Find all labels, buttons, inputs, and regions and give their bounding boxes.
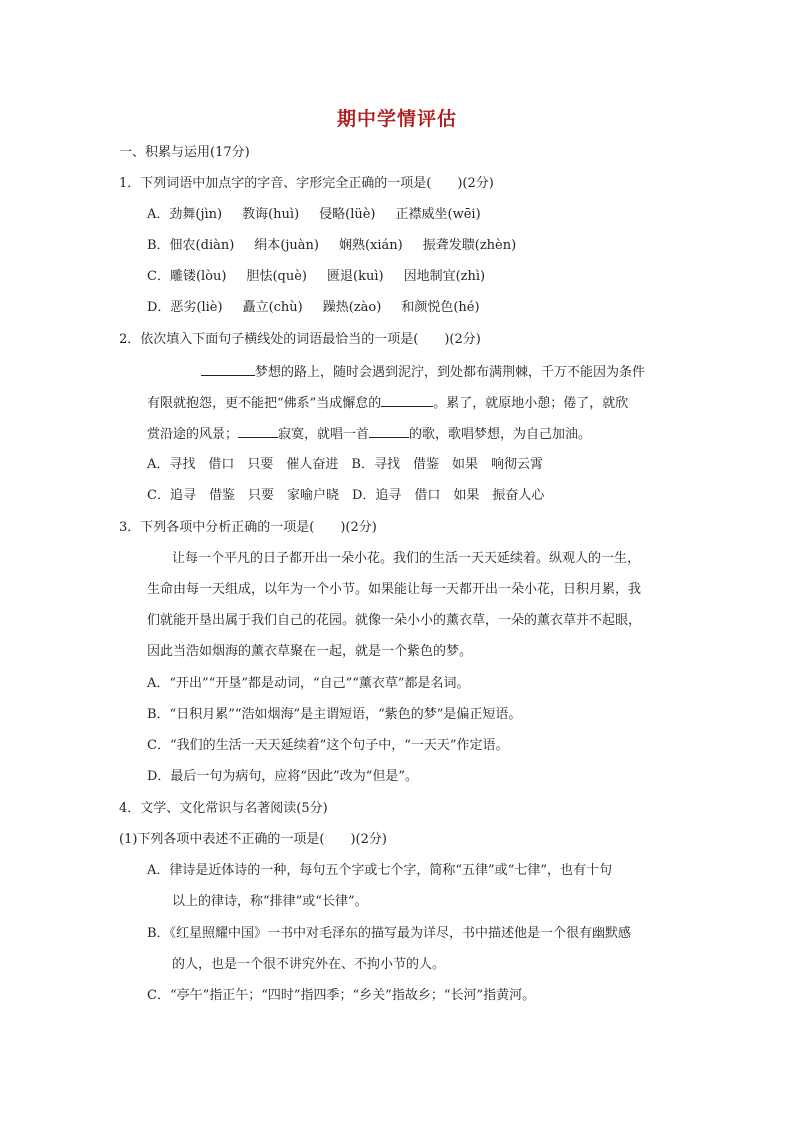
question-3-option-d: D．最后一句为病句，应将“因此”改为“但是”。 [147, 769, 419, 784]
option-word: 绢本(juàn) [254, 238, 319, 253]
fill-blank [201, 363, 255, 376]
option-word: 正襟威坐(wēi) [395, 207, 481, 222]
question-4-option-a-line-2: 以上的律诗，称“排律”或“长律”。 [172, 894, 368, 909]
passage-text: 有限就抱怨，更不能把“佛系”当成懈怠的 [147, 396, 382, 411]
option-word: 振聋发聩(zhèn) [422, 238, 517, 253]
question-2-passage-line-3 [147, 425, 591, 444]
option-word: 胆怯(què) [246, 269, 307, 284]
question-3-passage-line-3: 们就能开垦出属于我们自己的花园。就像一朵小小的薰衣草，一朵的薰衣草并不起眼， [147, 613, 642, 628]
question-4-sub-1-stem: (1)下列各项中表述不正确的一项是( )(2分) [119, 832, 387, 847]
question-3-stem: 3．下列各项中分析正确的一项是( )(2分) [119, 520, 377, 535]
option-word: 娴熟(xián) [338, 238, 403, 253]
question-4-option-b-line-2: 的人，也是一个很不讲究外在、不拘小节的人。 [172, 957, 446, 972]
question-2-passage-line-2 [147, 394, 628, 413]
question-2-options-ab: A．寻找 借口 只要 催人奋进 B．寻找 借鉴 如果 响彻云霄 [147, 457, 543, 472]
question-4-stem: 4．文学、文化常识与名著阅读(5分) [119, 801, 328, 816]
question-2-stem: 2．依次填入下面句子横线处的词语最恰当的一项是( )(2分) [119, 332, 481, 347]
option-word: 匮退(kuì) [327, 269, 384, 284]
passage-text: 梦想的路上，随时会遇到泥泞，到处都布满荆棘，千万不能因为条件 [255, 365, 646, 380]
passage-text: 寂寞，就唱一首 [278, 427, 370, 442]
fill-blank [238, 425, 278, 438]
option-word: A．劲舞(jìn) [147, 207, 223, 222]
question-3-option-b: B．“日积月累”“浩如烟海”是主谓短语，“紫色的梦”是偏正短语。 [147, 707, 522, 722]
question-4-option-b-line-1: B．《红星照耀中国》一书中对毛泽东的描写最为详尽，书中描述他是一个很有幽默感 [147, 926, 632, 941]
passage-text: 的歌，歌唱梦想，为自己加油。 [409, 427, 592, 442]
question-1-option-c [147, 268, 485, 286]
option-word: D．恶劣(liè) [147, 300, 223, 315]
question-4-option-a-line-1: A．律诗是近体诗的一种，每句五个字或七个字，简称“五律”或“七律”，也有十句 [147, 863, 612, 878]
option-word: 侵略(lüè) [319, 207, 376, 222]
question-3-passage-line-1: 让每一个平凡的日子都开出一朵小花。我们的生活一天天延续着。纵观人的一生， [172, 551, 641, 566]
question-1-stem: 1．下列词语中加点字的字音、字形完全正确的一项是( )(2分) [119, 176, 494, 191]
page-title: 期中学情评估 [336, 108, 457, 130]
question-2-options-cd: C．追寻 借鉴 只要 家喻户晓 D．追寻 借口 如果 振奋人心 [147, 488, 545, 503]
section-heading-1: 一、积累与运用(17分) [119, 145, 250, 160]
question-4-option-c: C．“亭午”指正午；“四时”指四季；“乡关”指故乡；“长河”指黄河。 [147, 988, 536, 1003]
option-word: C．雕镂(lòu) [147, 269, 227, 284]
question-1-option-a [147, 206, 481, 224]
fill-blank [369, 425, 409, 438]
question-3-option-a: A．“开出”“开垦”都是动词，“自己”“薰衣草”都是名词。 [147, 676, 470, 691]
question-3-option-c: C．“我们的生活一天天延续着”这个句子中，“一天天”作定语。 [147, 738, 509, 753]
question-1-option-b [147, 237, 516, 255]
passage-text: 。累了，就原地小憩；倦了，就欣 [433, 396, 629, 411]
question-3-passage-line-2: 生命由每一天组成，以年为一个小节。如果能让每一天都开出一朵小花，日积月累，我 [147, 582, 642, 597]
question-1-option-d [147, 299, 480, 317]
fill-blank [381, 394, 433, 407]
option-word: 因地制宜(zhì) [403, 269, 486, 284]
option-word: 矗立(chù) [242, 300, 303, 315]
question-2-passage-line-1 [201, 363, 645, 382]
question-3-passage-line-4: 因此当浩如烟海的薰衣草聚在一起，就是一个紫色的梦。 [147, 644, 473, 659]
option-word: 躁热(zào) [322, 300, 382, 315]
option-word: 教诲(huì) [242, 207, 300, 222]
passage-text: 赏沿途的风景； [147, 427, 239, 442]
option-word: 和颜悦色(hé) [401, 300, 480, 315]
option-word: B．佃农(diàn) [147, 238, 235, 253]
